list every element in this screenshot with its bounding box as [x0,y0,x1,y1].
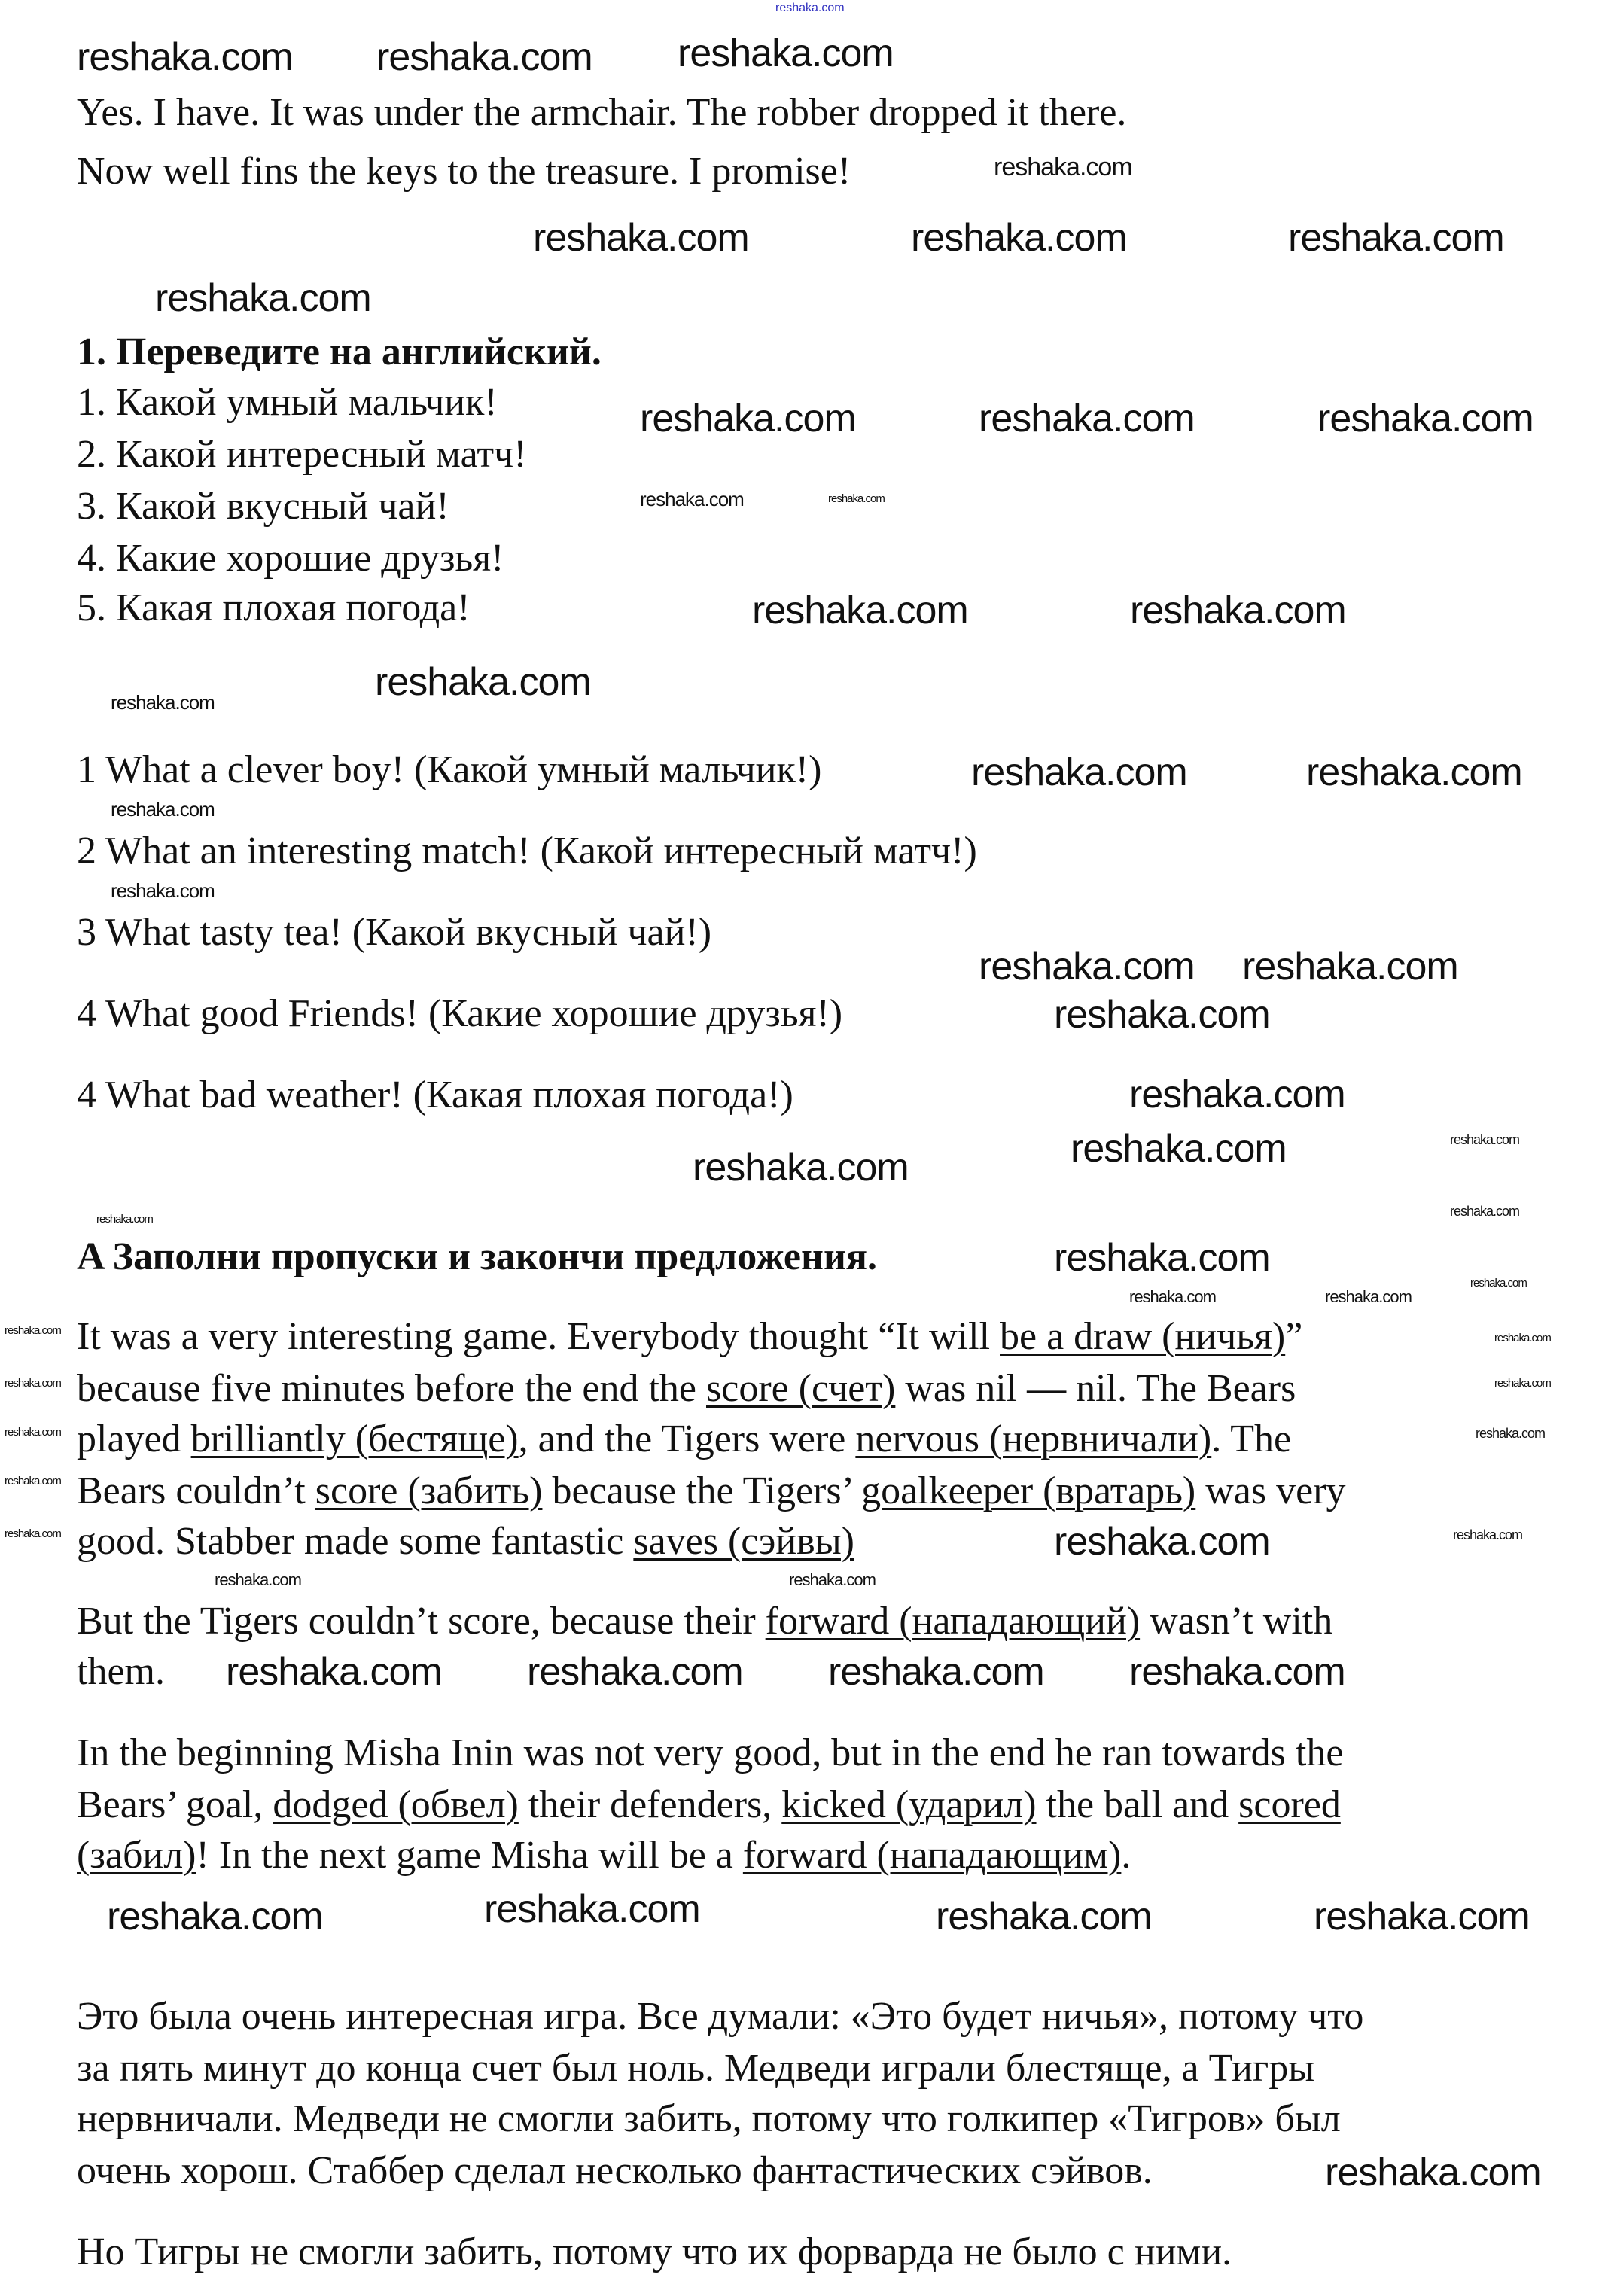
watermark: reshaka.com [640,488,744,510]
watermark: reshaka.com [1130,589,1346,632]
watermark: reshaka.com [789,1570,876,1589]
translation-line: Это была очень интересная игра. Все думали: «Это будет ничья», потому что [77,1995,1364,2038]
intro-line: Now well fins the keys to the treasure. I promise! [77,150,851,193]
watermark: reshaka.com [533,216,749,260]
watermark: reshaka.com [155,276,371,320]
exercise1-item: 1. Какой умный мальчик! [77,381,498,424]
exercise2-line [77,1731,1343,1776]
watermark: reshaka.com [1054,993,1270,1037]
filled-answer: brilliantly (бестяще) [190,1417,519,1460]
filled-answer: be a draw (ничья) [1000,1315,1286,1358]
watermark: reshaka.com [979,397,1195,440]
filled-answer: saves (сэйвы) [633,1520,854,1563]
exercise2-line [77,1649,165,1695]
exercise1-heading: 1. Переведите на английский. [77,330,602,373]
exercise1-answer: 1 What a clever boy! (Какой умный мальчик!) [77,748,822,791]
watermark: reshaka.com [215,1570,301,1589]
watermark: reshaka.com [693,1146,909,1189]
intro-line: Yes. I have. It was under the armchair. The robber dropped it there. [77,91,1127,134]
watermark: reshaka.com [1476,1426,1546,1441]
watermark: reshaka.com [111,798,215,821]
filled-answer: scored [1238,1783,1341,1826]
watermark: reshaka.com [971,751,1187,794]
site-link[interactable]: reshaka.com [775,2,845,14]
exercise2-line [77,1366,1296,1411]
watermark: reshaka.com [1314,1895,1530,1938]
watermark: reshaka.com [1450,1132,1520,1147]
text-segment: But the Tigers couldn’t score, because their [77,1600,766,1643]
text-segment: played [77,1417,191,1460]
exercise2-line [77,1833,1131,1878]
watermark: reshaka.com [96,1213,153,1226]
text-segment: ! In the next game Misha will be a [196,1834,743,1877]
watermark: reshaka.com [1054,1236,1270,1280]
watermark: reshaka.com [640,397,856,440]
text-segment: was nil — nil. The Bears [895,1367,1296,1410]
watermark: reshaka.com [77,35,293,79]
translation-line: за пять минут до конца счет был ноль. Медведи играли блестяще, а Тигры [77,2047,1315,2090]
watermark: reshaka.com [994,153,1132,181]
filled-answer: score (забить) [315,1469,543,1512]
watermark: reshaka.com [1054,1520,1270,1564]
watermark: reshaka.com [484,1887,700,1931]
exercise2-line [77,1417,1291,1462]
watermark: reshaka.com [1129,1073,1345,1116]
watermark: reshaka.com [828,492,885,505]
watermark: reshaka.com [1494,1332,1551,1344]
text-segment: good. Stabber made some fantastic [77,1520,634,1563]
translation-line: очень хорош. Стаббер сделал несколько фантастических сэйвов. [77,2149,1153,2192]
text-segment: . The [1211,1417,1292,1460]
exercise1-item: 5. Какая плохая погода! [77,586,471,629]
watermark: reshaka.com [375,660,591,704]
text-segment: because five minutes before the end the [77,1367,706,1410]
watermark: reshaka.com [1317,397,1534,440]
watermark: reshaka.com [5,1377,61,1390]
watermark: reshaka.com [752,589,968,632]
filled-answer: nervous (нервничали) [855,1417,1212,1460]
text-segment: In the beginning Misha Inin was not very good, but in the end he ran towards the [77,1731,1344,1774]
translation-line: нервничали. Медведи не смогли забить, потому что голкипер «Тигров» был [77,2097,1341,2140]
text-segment: Bears’ goal, [77,1783,273,1826]
watermark: reshaka.com [828,1650,1044,1694]
text-segment: , and the Tigers were [518,1417,856,1460]
exercise2-line [77,1599,1332,1644]
filled-answer: forward (нападающим) [742,1834,1122,1877]
exercise2-line [77,1783,1341,1828]
text-segment: them. [77,1650,165,1693]
text-segment: It was a very interesting game. Everybody thought “It will [77,1315,1001,1358]
watermark: reshaka.com [1470,1277,1527,1290]
watermark: reshaka.com [226,1650,442,1694]
watermark: reshaka.com [1494,1377,1551,1390]
translation-line: Но Тигры не смогли забить, потому что их форварда не было с ними. [77,2231,1232,2273]
exercise1-answer: 3 What tasty tea! (Какой вкусный чай!) [77,911,712,954]
watermark: reshaka.com [1071,1127,1287,1171]
filled-answer: forward (нападающий) [765,1600,1141,1643]
text-segment: the ball and [1036,1783,1239,1826]
watermark: reshaka.com [1306,751,1522,794]
watermark: reshaka.com [376,35,592,79]
filled-answer: dodged (обвел) [273,1783,519,1826]
watermark: reshaka.com [979,945,1195,988]
text-segment: ” [1285,1315,1303,1358]
watermark: reshaka.com [911,216,1127,260]
exercise1-item: 2. Какой интересный матч! [77,433,527,476]
filled-answer: goalkeeper (вратарь) [861,1469,1196,1512]
filled-answer: score (счет) [706,1367,896,1410]
watermark: reshaka.com [678,32,894,75]
watermark: reshaka.com [5,1527,61,1540]
watermark: reshaka.com [1453,1527,1523,1542]
watermark: reshaka.com [5,1324,61,1337]
watermark: reshaka.com [1325,1287,1412,1306]
watermark: reshaka.com [107,1895,323,1938]
text-segment: Bears couldn’t [77,1469,315,1512]
exercise1-answer: 4 What bad weather! (Какая плохая погода!) [77,1073,793,1116]
exercise1-answer: 4 What good Friends! (Какие хорошие друзья!) [77,992,843,1035]
filled-answer: kicked (ударил) [781,1783,1037,1826]
watermark: reshaka.com [111,691,215,714]
exercise1-item: 4. Какие хорошие друзья! [77,537,504,580]
watermark: reshaka.com [1242,945,1458,988]
watermark: reshaka.com [1325,2151,1541,2194]
watermark: reshaka.com [1288,216,1504,260]
watermark: reshaka.com [527,1650,743,1694]
text-segment: was very [1195,1469,1346,1512]
watermark: reshaka.com [1450,1204,1520,1219]
text-segment: . [1121,1834,1131,1877]
exercise2-line [77,1519,854,1564]
watermark: reshaka.com [111,879,215,902]
watermark: reshaka.com [5,1475,61,1488]
watermark: reshaka.com [5,1426,61,1439]
text-segment: wasn’t with [1140,1600,1333,1643]
watermark: reshaka.com [1129,1287,1216,1306]
exercise2-heading: A Заполни пропуски и закончи предложения. [77,1235,878,1278]
text-segment: their defenders, [518,1783,782,1826]
text-segment: because the Tigers’ [542,1469,862,1512]
exercise2-line [77,1469,1346,1514]
watermark: reshaka.com [936,1895,1152,1938]
exercise1-answer: 2 What an interesting match! (Какой интересный матч!) [77,830,977,872]
exercise1-item: 3. Какой вкусный чай! [77,485,449,528]
exercise2-line [77,1314,1302,1360]
filled-answer: (забил) [77,1834,196,1877]
watermark: reshaka.com [1129,1650,1345,1694]
